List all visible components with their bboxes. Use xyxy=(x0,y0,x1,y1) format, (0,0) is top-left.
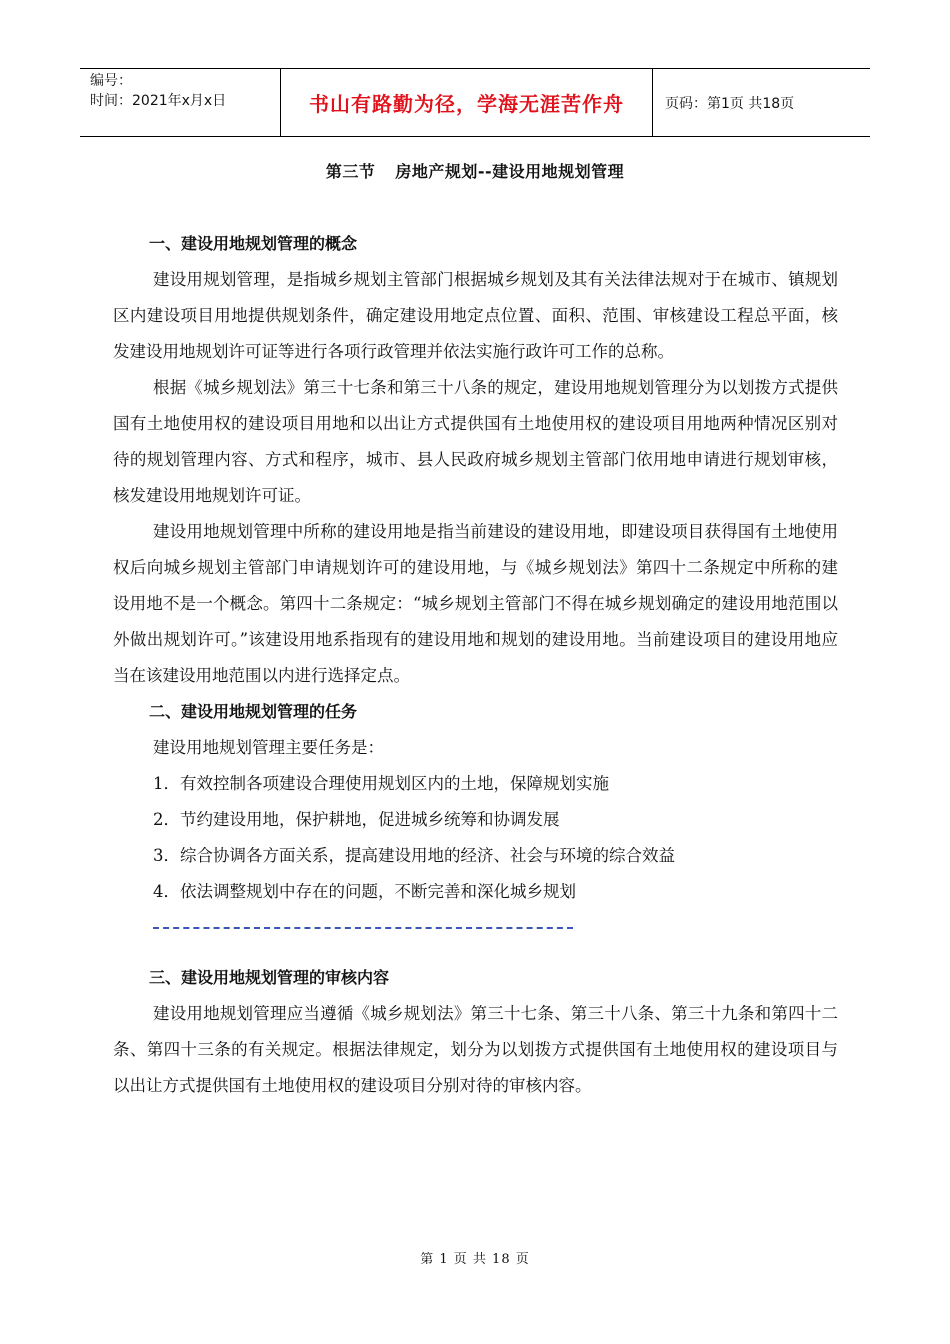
paragraph: 建设用地规划管理应当遵循《城乡规划法》第三十七条、第三十八条、第三十九条和第四十二条、第四十三条的有关规定。根据法律规定，划分为以划拨方式提供国有土地使用权的建设项目与以出让方式提供国有土地使用权的建设项目分别对待的审核内容。 xyxy=(113,1004,838,1095)
document-body xyxy=(113,226,838,1104)
section-title-number: 第三节 xyxy=(325,162,376,181)
dashed-separator xyxy=(113,910,838,946)
paragraph: 根据《城乡规划法》第三十七条和第三十八条的规定，建设用地规划管理分为以划拨方式提供国有土地使用权的建设项目用地和以出让方式提供国有土地使用权的建设项目用地两种情况区别对待的规划管理内容、方式和程序，城市、县人民政府城乡规划主管部门依用地申请进行规划审核，核发建设用地规划许可证。 xyxy=(113,378,838,505)
document-number-label: 编号： xyxy=(90,73,132,89)
list-item: 1．有效控制各项建设合理使用规划区内的土地，保障规划实施 xyxy=(153,774,609,793)
header-meta xyxy=(80,69,280,136)
page-header xyxy=(80,68,870,137)
list-item: 2．节约建设用地，保护耕地，促进城乡统筹和协调发展 xyxy=(153,810,560,829)
section-title-text: 房地产规划--建设用地规划管理 xyxy=(395,162,625,181)
tasks-intro: 建设用地规划管理主要任务是： xyxy=(153,738,384,757)
list-item: 4．依法调整规划中存在的问题，不断完善和深化城乡规划 xyxy=(153,882,576,901)
paragraph: 建设用地规划管理中所称的建设用地是指当前建设的建设用地，即建设项目获得国有土地使用权后向城乡规划主管部门申请规划许可的建设用地，与《城乡规划法》第四十二条规定中所称的建设用地不是一个概念。第四十二条规定：“城乡规划主管部门不得在城乡规划确定的建设用地范围以外做出规划许可。”该建设用地系指现有的建设用地和规划的建设用地。当前建设项目的建设用地应当在该建设用地范围以内进行选择定点。 xyxy=(113,522,838,685)
section-title xyxy=(0,159,950,182)
heading-review: 三、建设用地规划管理的审核内容 xyxy=(149,968,390,987)
heading-tasks: 二、建设用地规划管理的任务 xyxy=(149,702,358,721)
document-time-label: 时间：2021年x月x日 xyxy=(90,93,227,109)
page-footer: 第 1 页 共 18 页 xyxy=(420,1252,530,1267)
header-motto: 书山有路勤为径，学海无涯苦作舟 xyxy=(280,69,653,136)
list-item: 3．综合协调各方面关系，提高建设用地的经济、社会与环境的综合效益 xyxy=(153,846,675,865)
heading-concept: 一、建设用地规划管理的概念 xyxy=(149,234,358,253)
header-page-code: 页码：第1页 共18页 xyxy=(665,95,795,112)
paragraph: 建设用规划管理，是指城乡规划主管部门根据城乡规划及其有关法律法规对于在城市、镇规划区内建设项目用地提供规划条件，确定建设用地定点位置、面积、范围、审核建设工程总平面，核发建设用地规划许可证等进行各项行政管理并依法实施行政许可工作的总称。 xyxy=(113,270,838,361)
